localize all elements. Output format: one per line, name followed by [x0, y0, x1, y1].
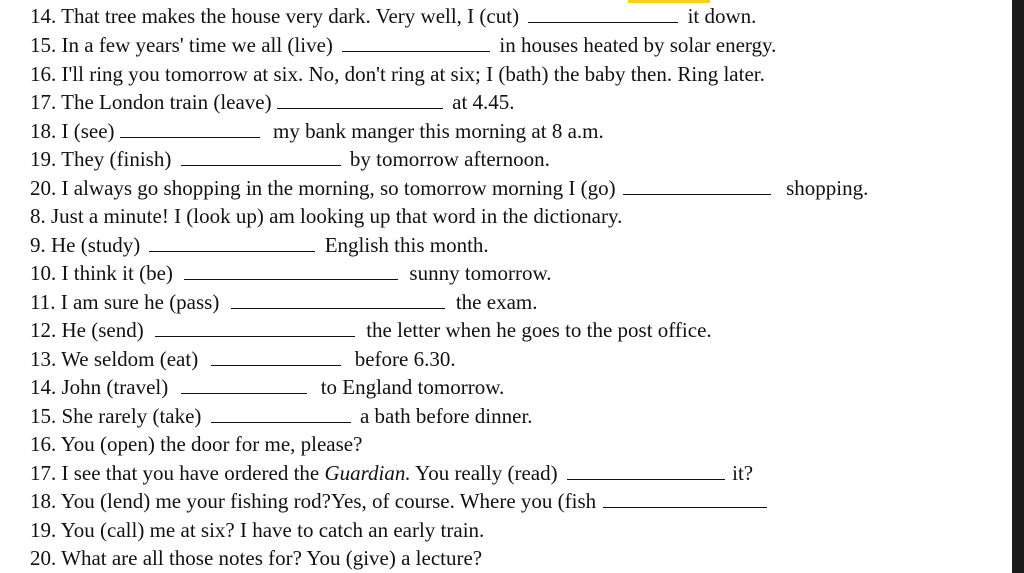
sentence-text: You (lend) me your fishing rod?Yes, of course. Where you (fish [60, 489, 597, 513]
exercise-line [30, 202, 622, 230]
sentence-text: He (send) [61, 318, 144, 342]
item-number: 11. [30, 290, 56, 314]
exercise-line [30, 117, 604, 145]
sentence-text: They (finish) [61, 147, 172, 171]
item-number: 14. [30, 4, 57, 28]
newspaper-title: Guardian. [324, 461, 411, 485]
sentence-text-end: in houses heated by solar energy. [499, 33, 777, 57]
exercise-line [30, 288, 537, 316]
exercise-line [30, 544, 482, 572]
answer-blank[interactable] [211, 345, 341, 366]
sentence-text: John (travel) [61, 375, 169, 399]
sentence-text-end: at 4.45. [452, 90, 515, 114]
item-number: 19. [30, 147, 57, 171]
answer-blank[interactable] [528, 2, 678, 23]
item-number: 9. [30, 233, 46, 257]
exercise-line [30, 459, 753, 487]
exercise-line [30, 259, 552, 287]
exercise-line [30, 2, 756, 30]
answer-blank[interactable] [181, 145, 341, 166]
exercise-line [30, 430, 362, 458]
item-number: 16. [30, 432, 57, 456]
sentence-text-cont: You really (read) [415, 461, 558, 485]
sentence-text-end: before 6.30. [354, 347, 456, 371]
sentence-text: I'll ring you tomorrow at six. No, don't ring at six; I (bath) the baby then. Ring later. [61, 62, 765, 86]
item-number: 12. [30, 318, 57, 342]
exercise-line [30, 402, 533, 430]
sentence-text-end: to England tomorrow. [320, 375, 505, 399]
sentence-text: In a few years' time we all (live) [61, 33, 333, 57]
item-number: 20. [30, 546, 57, 570]
sentence-text: She rarely (take) [61, 404, 202, 428]
sentence-text: You (call) me at six? I have to catch an early train. [60, 518, 485, 542]
item-number: 13. [30, 347, 57, 371]
item-number: 8. [30, 204, 46, 228]
sentence-text: That tree makes the house very dark. Very well, I (cut) [61, 4, 520, 28]
exercise-line [30, 88, 515, 116]
item-number: 17. [30, 90, 57, 114]
answer-blank[interactable] [120, 117, 260, 138]
sentence-text: We seldom (eat) [61, 347, 199, 371]
answer-blank[interactable] [149, 231, 315, 252]
answer-blank[interactable] [184, 259, 398, 280]
sentence-text-end: English this month. [324, 233, 489, 257]
answer-blank[interactable] [623, 174, 771, 195]
exercise-line [30, 516, 484, 544]
sentence-text: I am sure he (pass) [60, 290, 220, 314]
sentence-text: I see that you have ordered the [61, 461, 320, 485]
item-number: 10. [30, 261, 57, 285]
answer-blank[interactable] [211, 402, 351, 423]
sentence-text-end: the exam. [455, 290, 538, 314]
answer-blank[interactable] [342, 31, 490, 52]
sentence-text-end: my bank manger this morning at 8 a.m. [273, 119, 604, 143]
exercise-line [30, 373, 504, 401]
sentence-text: You (open) the door for me, please? [60, 432, 363, 456]
exercise-line [30, 316, 712, 344]
exercise-line [30, 145, 550, 173]
answer-blank[interactable] [181, 373, 307, 394]
sentence-text: What are all those notes for? You (give) a lecture? [61, 546, 483, 570]
sentence-text-end: shopping. [786, 176, 869, 200]
exercise-line [30, 31, 776, 59]
answer-blank[interactable] [567, 459, 725, 480]
right-border [1012, 0, 1024, 573]
sentence-text-end: it down. [687, 4, 757, 28]
sentence-text-end: sunny tomorrow. [409, 261, 552, 285]
sentence-text-end: a bath before dinner. [359, 404, 533, 428]
exercise-line [30, 60, 765, 88]
item-number: 19. [30, 518, 57, 542]
answer-blank[interactable] [277, 88, 443, 109]
sentence-text-end: it? [732, 461, 754, 485]
item-number: 18. [30, 119, 57, 143]
item-number: 16. [30, 62, 57, 86]
item-number: 17. [30, 461, 57, 485]
sentence-text: I (see) [61, 119, 115, 143]
exercise-line [30, 345, 456, 373]
sentence-text: He (study) [51, 233, 141, 257]
item-number: 20. [30, 176, 57, 200]
exercise-line [30, 174, 868, 202]
answer-blank[interactable] [155, 316, 355, 337]
item-number: 18. [30, 489, 57, 513]
sentence-text-end: by tomorrow afternoon. [349, 147, 550, 171]
sentence-text: The London train (leave) [61, 90, 272, 114]
item-number: 15. [30, 404, 57, 428]
sentence-text-end: the letter when he goes to the post office. [366, 318, 712, 342]
sentence-text: I always go shopping in the morning, so tomorrow morning I (go) [61, 176, 616, 200]
sentence-text: I think it (be) [61, 261, 173, 285]
answer-blank[interactable] [231, 288, 445, 309]
item-number: 14. [30, 375, 57, 399]
answer-blank[interactable] [603, 487, 767, 508]
exercise-line [30, 231, 489, 259]
exercise-line [30, 487, 767, 515]
item-number: 15. [30, 33, 57, 57]
sentence-text: Just a minute! I (look up) am looking up that word in the dictionary. [51, 204, 623, 228]
